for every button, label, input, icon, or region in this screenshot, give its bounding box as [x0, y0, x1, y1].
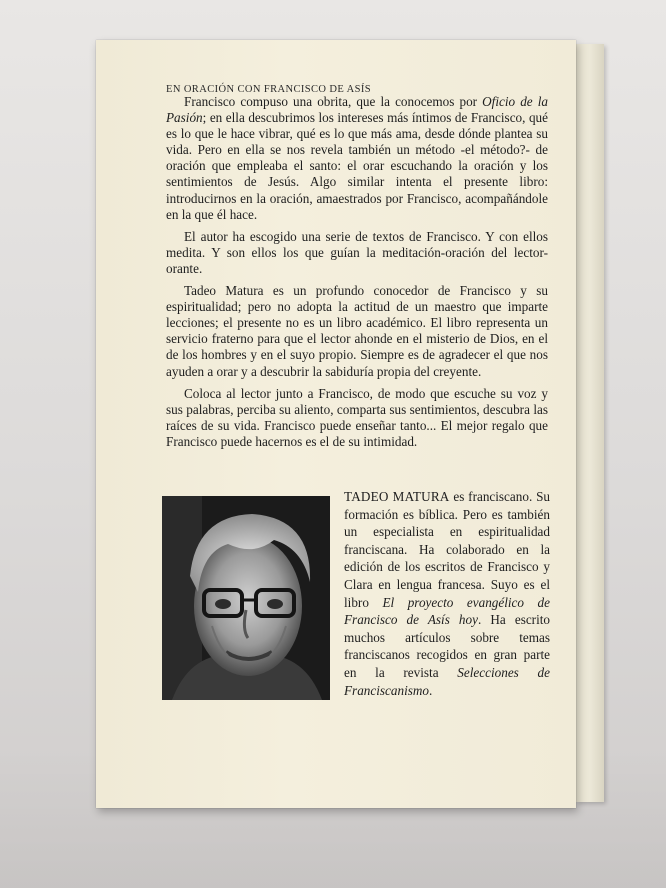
- blurb-paragraph-1: Francisco compuso una obrita, que la conocemos por Oficio de la Pasión; en ella descubrimos los intereses más íntimos de Francisco, qué es lo que le hace vibrar, qué es lo que más ama, desde dónde plantea su vida. Pero en ella se nos revela también un método -el método?- de oración que empleaba el santo: el orar escuchando la oración y los sentimientos de Jesús. Algo similar intenta el presente libro: introducirnos en la oración, amaestrados por Francisco, acompañándole en la que él hace.: [166, 94, 548, 222]
- blurb-text: [166, 94, 548, 450]
- author-bio: TADEO MATURA es franciscano. Su formación es bíblica. Pero es también un especialista en espiritualidad franciscana. Ha colaborado en la edición de los escritos de Francisco y Clara en lengua francesa. Suyo es el libro El proyecto evangélico de Francisco de Asís hoy. Ha escrito muchos artículos sobre temas franciscanos recogidos en gran parte en la revista Selecciones de Franciscanismo.: [344, 489, 551, 698]
- author-photo: [162, 496, 330, 700]
- work-title: Oficio de la Pasión: [166, 94, 548, 126]
- blurb-paragraph-3: Tadeo Matura es un profundo conocedor de Francisco y su espiritualidad; pero no adopta la actitud de un maestro que imparte lecciones; el presente no es un libro académico. El libro representa un servicio fraterno para que el lector ahonde en el misterio de Dios, en el de los hombres y en el suyo propio. Siempre es de agradecer el que nos ayuden a orar y a descubrir la sabiduría propia del creyente.: [166, 283, 548, 379]
- blurb-paragraph-2: El autor ha escogido una serie de textos de Francisco. Y con ellos medita. Y son ellos los que guían la meditación-oración del lector-orante.: [166, 228, 548, 276]
- book-back-cover: [96, 40, 576, 808]
- blurb-paragraph-4: Coloca al lector junto a Francisco, de modo que escuche su voz y sus palabras, perciba su aliento, comparta sus sentimientos, descubra las raíces de su vida. Francisco puede enseñar tanto... El mejor regalo que Francisco puede hacernos es el de su intimidad.: [166, 385, 548, 449]
- author-name: TADEO MATURA: [344, 489, 450, 504]
- journal-title: Selecciones de Franciscanismo: [344, 664, 550, 698]
- author-portrait-image: [162, 496, 330, 700]
- back-cover-header: EN ORACIÓN CON FRANCISCO DE ASÍS: [166, 84, 372, 95]
- book-title: El proyecto evangélico de Francisco de Asís hoy: [344, 594, 550, 628]
- book-page-edges: [576, 44, 604, 802]
